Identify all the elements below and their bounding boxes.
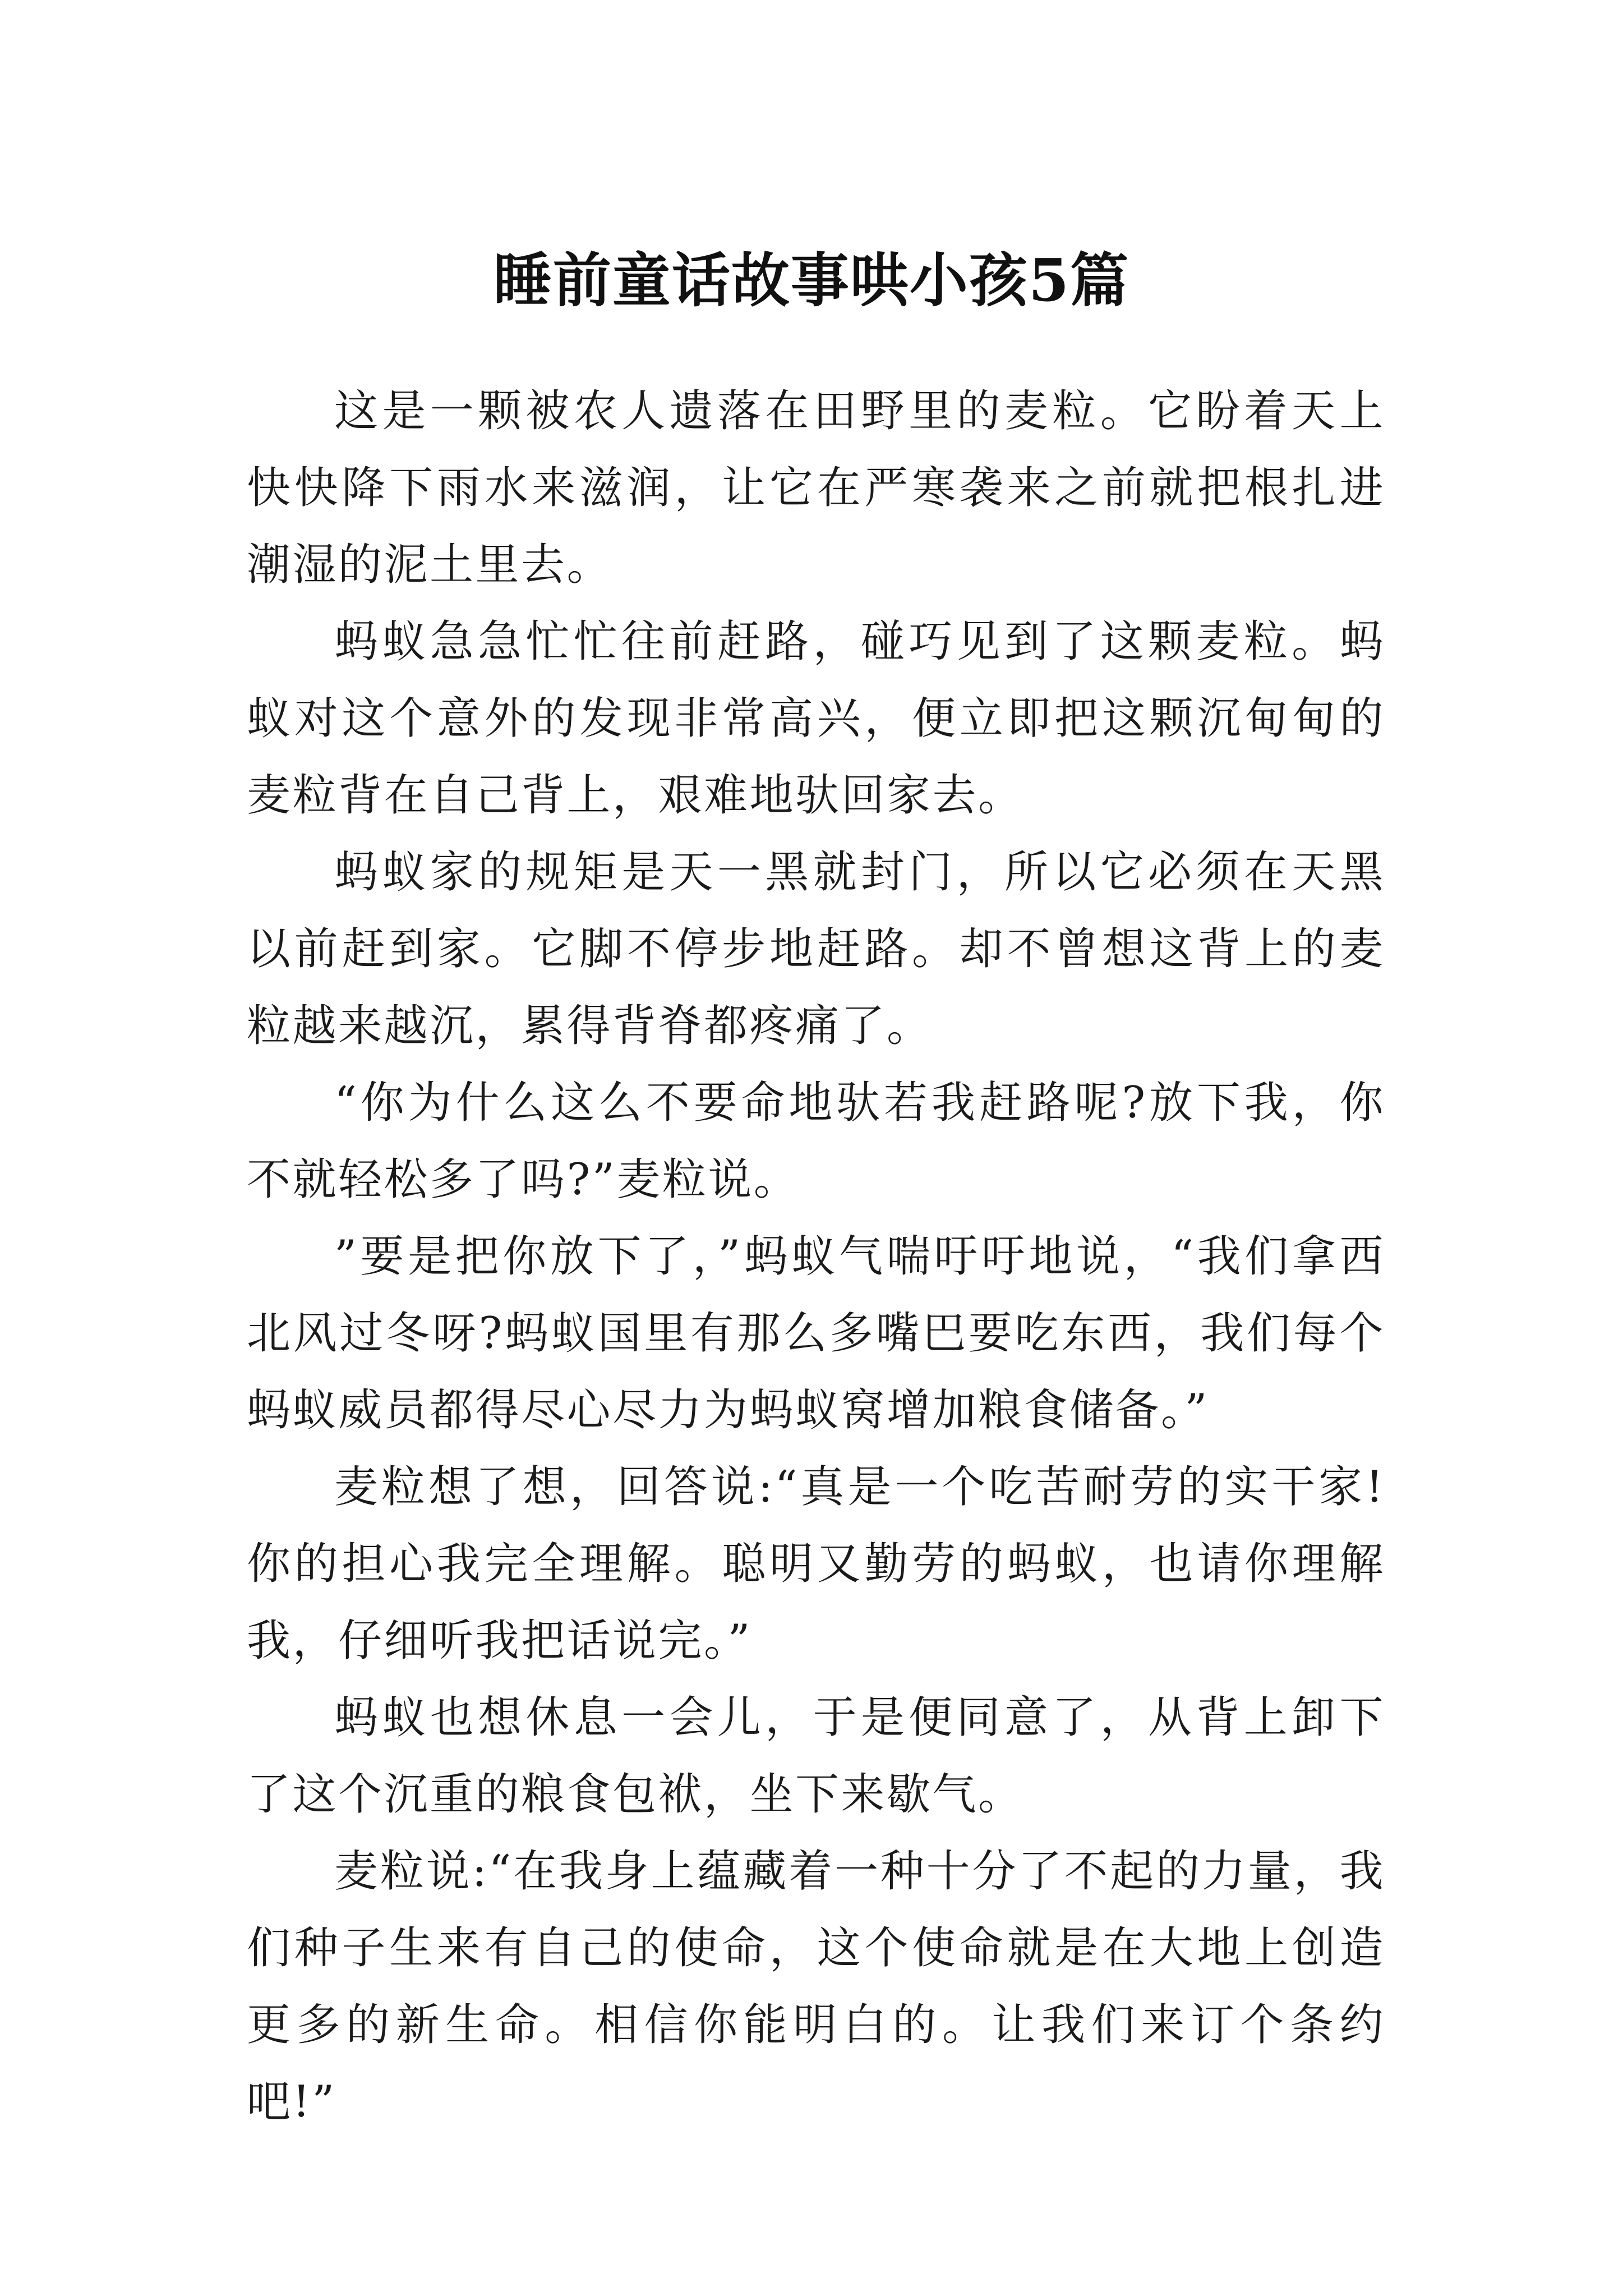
paragraph-6: 麦粒想了想，回答说:“真是一个吃苦耐劳的实干家!你的担心我完全理解。聪明又勤劳的蚂蚁，也请你理解我，仔细听我把话说完。”	[247, 1462, 1385, 1666]
paragraph-3: 蚂蚁家的规矩是天一黑就封门，所以它必须在天黑以前赶到家。它脚不停步地赶路。却不曾想这背上的麦粒越来越沉，累得背脊都疼痛了。	[247, 847, 1385, 1051]
document-title: 睡前童话故事哄小孩5篇	[493, 245, 1130, 315]
paragraph-4: “你为什么这么不要命地驮若我赶路呢?放下我，你不就轻松多了吗?”麦粒说。	[247, 1078, 1385, 1205]
paragraph-8: 麦粒说:“在我身上蕴藏着一种十分了不起的力量，我们种子生来有自己的使命，这个使命就是在大地上创造更多的新生命。相信你能明白的。让我们来订个条约吧!”	[247, 1846, 1385, 2127]
paragraph-1: 这是一颗被农人遗落在田野里的麦粒。它盼着天上快快降下雨水来滋润，让它在严寒袭来之前就把根扎进潮湿的泥土里去。	[247, 386, 1385, 590]
document-body	[247, 373, 1385, 2141]
paragraph-5: ”要是把你放下了，”蚂蚁气喘吁吁地说，“我们拿西北风过冬呀?蚂蚁国里有那么多嘴巴要吃东西，我们每个蚂蚁威员都得尽心尽力为蚂蚁窝增加粮食储备。”	[247, 1231, 1385, 1435]
paragraph-2: 蚂蚁急急忙忙往前赶路，碰巧见到了这颗麦粒。蚂蚁对这个意外的发现非常高兴，便立即把这颗沉甸甸的麦粒背在自己背上，艰难地驮回家去。	[247, 616, 1385, 821]
paragraph-7: 蚂蚁也想休息一会儿，于是便同意了，从背上卸下了这个沉重的粮食包袱，坐下来歇气。	[247, 1692, 1385, 1820]
